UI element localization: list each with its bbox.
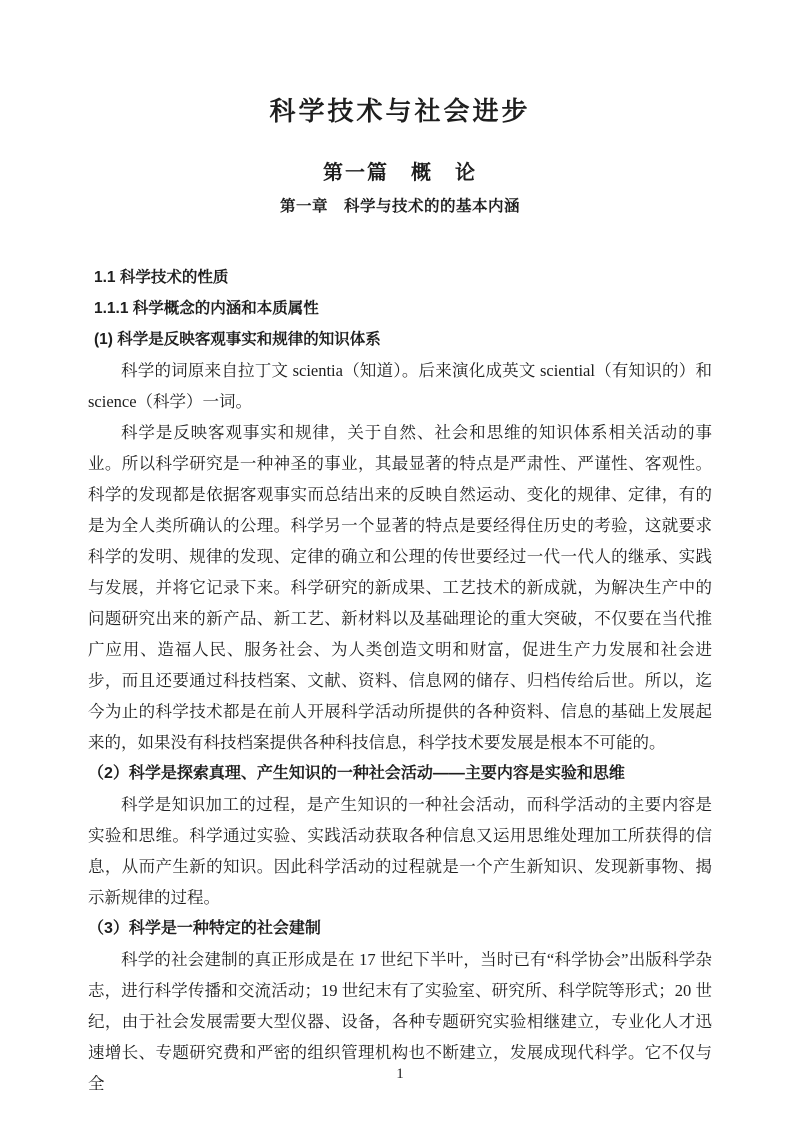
paragraph-etymology: 科学的词原来自拉丁文 scientia（知道）。后来演化成英文 sciential（有知识的）和 science（科学）一词。	[88, 361, 712, 411]
section-heading-1-1: 1.1 科学技术的性质	[94, 269, 229, 286]
subsection-heading-1-1-1: 1.1.1 科学概念的内涵和本质属性	[94, 300, 319, 317]
document-body	[88, 262, 712, 1099]
page-number: 1	[396, 1066, 404, 1082]
point-2-heading: （2）科学是探索真理、产生知识的一种社会活动——主要内容是实验和思维	[88, 765, 625, 782]
paragraph-science-nature: 科学是反映客观事实和规律，关于自然、社会和思维的知识体系相关活动的事业。所以科学研究是一种神圣的事业，其最显著的特点是严肃性、严谨性、客观性。科学的发现都是依据客观事实而总结出来的反映自然运动、变化的规律、定律，有的是为全人类所确认的公理。科学另一个显著的特点是要经得住历史的考验，这就要求科学的发明、规律的发现、定律的确立和公理的传世要经过一代一代人的继承、实践与发展，并将它记录下来。科学研究的新成果、工艺技术的新成就，为解决生产中的问题研究出来的新产品、新工艺、新材料以及基础理论的重大突破，不仅要在当代推广应用、造福人民、服务社会、为人类创造文明和财富，促进生产力发展和社会进步，而且还要通过科技档案、文献、资料、信息网的储存、归档传给后世。所以，迄今为止的科学技术都是在前人开展科学活动所提供的各种资料、信息的基础上发展起来的，如果没有科技档案提供各种科技信息，科学技术要发展是根本不可能的。	[88, 423, 712, 752]
paragraph-social-activity: 科学是知识加工的过程，是产生知识的一种社会活动，而科学活动的主要内容是实验和思维。科学通过实验、实践活动获取各种信息又运用思维处理加工所获得的信息，从而产生新的知识。因此科学活动的过程就是一个产生新知识、发现新事物、揭示新规律的过程。	[88, 795, 712, 907]
document-title: 科学技术与社会进步	[269, 96, 531, 126]
point-1-heading: (1) 科学是反映客观事实和规律的知识体系	[94, 331, 381, 348]
paragraph-social-institution: 科学的社会建制的真正形成是在 17 世纪下半叶，当时已有“科学协会”出版科学杂志，进行科学传播和交流活动；19 世纪末有了实验室、研究所、科学院等形式；20 世纪，由于社会发展需要大型仪器、设备，各种专题研究实验相继建立，专业化人才迅速增长、专题研究费和严密的组织管理机构也不断建立，发展成现代科学。它不仅与全	[88, 950, 712, 1093]
point-3-heading: （3）科学是一种特定的社会建制	[88, 920, 321, 937]
chapter-heading: 第一章 科学与技术的的基本内涵	[279, 198, 520, 215]
part-heading: 第一篇 概 论	[323, 162, 477, 184]
